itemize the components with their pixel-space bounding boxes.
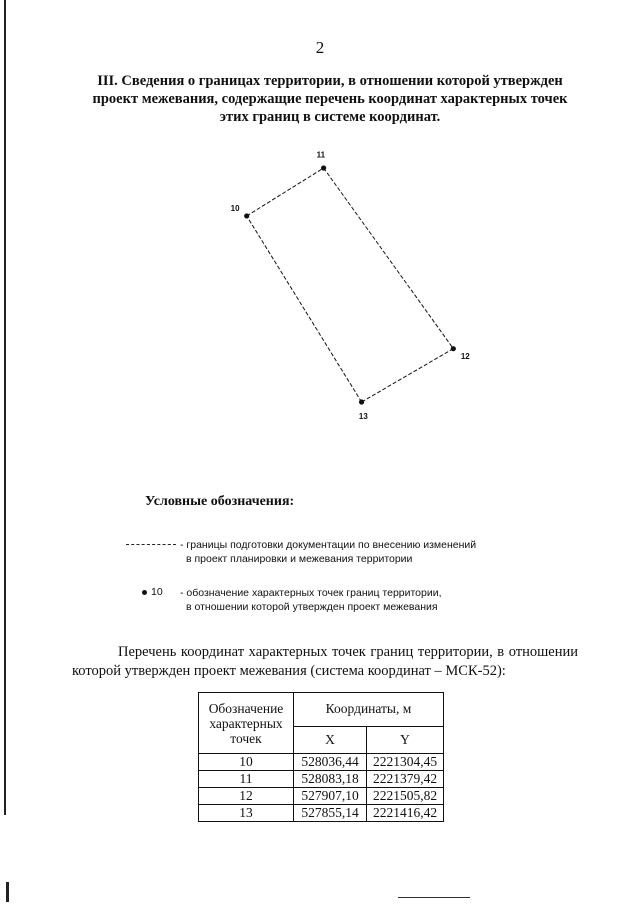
boundary-point-marker [321,165,326,170]
paragraph-line-1: Перечень координат характерных точек границ территории, в отношении [118,644,578,660]
boundary-segment [247,216,362,402]
table-cell-x: 527907,10 [294,788,367,805]
boundary-point-label: 13 [358,411,368,421]
section-heading [70,72,590,126]
table-cell-point: 11 [199,771,294,788]
point-symbol [118,586,180,598]
boundary-point-label: 10 [230,204,240,214]
heading-line-3: этих границ в системе координат. [219,109,441,125]
legend-point-text-2: в отношении которой утвержден проект межевания [186,601,438,613]
table-cell-point: 13 [199,805,294,822]
table-cell-point: 12 [199,788,294,805]
coordinates-header: Координаты, м [294,693,444,727]
coordinates-intro-paragraph [72,643,578,681]
scan-edge-mark [6,882,9,902]
table-cell-y: 2221304,45 [367,754,444,771]
boundary-point-label: 12 [460,351,470,361]
scan-edge-line [4,0,6,815]
boundary-point-label: 11 [316,150,326,160]
table-cell-y: 2221505,82 [367,788,444,805]
table-cell-y: 2221416,42 [367,805,444,822]
boundary-point-marker [451,346,456,351]
x-column-header: X [294,726,367,753]
footer-rule [398,897,470,898]
table-cell-x: 527855,14 [294,805,367,822]
table-cell-x: 528036,44 [294,754,367,771]
dashed-line-symbol [118,538,180,545]
table-row [199,788,444,805]
table-cell-y: 2221379,42 [367,771,444,788]
heading-line-1: III. Сведения о границах территории, в отношении которой утвержден [97,73,563,89]
coordinates-table [198,692,444,822]
point-column-header: Обозначение характерных точек [199,693,294,754]
point-symbol-label: 10 [151,586,163,598]
page-number: 2 [315,38,325,57]
table-cell-point: 10 [199,754,294,771]
boundary-segment [324,168,454,349]
boundary-point-marker [359,399,364,404]
boundary-segment [247,168,324,216]
legend-boundary-text-2: в проект планировки и межевания территории [186,553,413,565]
table-row [199,771,444,788]
table-row [199,754,444,771]
y-column-header: Y [367,726,444,753]
table-cell-x: 528083,18 [294,771,367,788]
boundary-point-marker [244,213,249,218]
legend-boundary-text-1: - границы подготовки документации по внесению изменений [180,539,477,551]
legend-title: Условные обозначения: [145,494,295,509]
heading-line-2: проект межевания, содержащие перечень координат характерных точек [92,91,568,107]
boundary-segment [362,349,454,402]
dot-icon [142,590,147,595]
legend-point-text-1: - обозначение характерных точек границ территории, [180,587,442,599]
paragraph-line-2: которой утвержден проект межевания (система координат – МСК-52): [72,663,506,679]
boundary-diagram [200,130,500,440]
table-row [199,805,444,822]
